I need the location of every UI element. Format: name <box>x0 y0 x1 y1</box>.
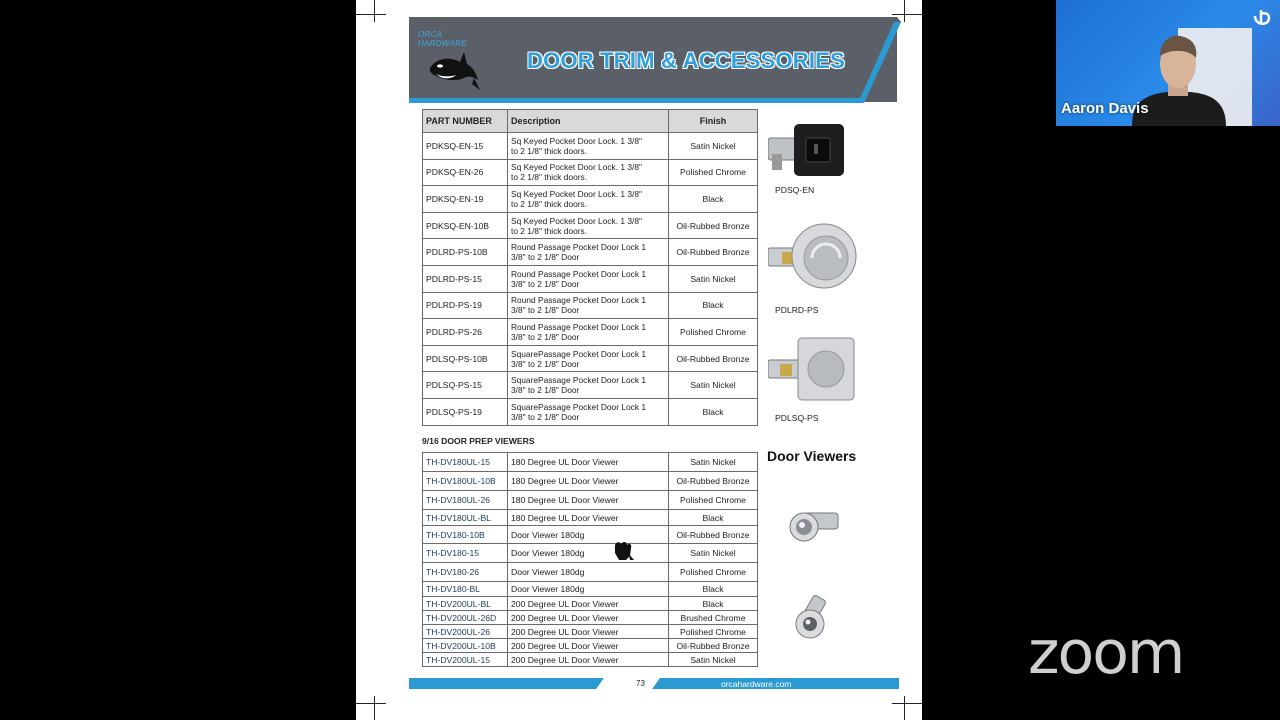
product-caption-pdlrd-ps: PDLRD-PS <box>775 305 819 315</box>
header-accent-stripe <box>409 98 864 103</box>
crop-mark <box>892 14 922 15</box>
table-row <box>423 472 758 491</box>
description: 180 Degree UL Door Viewer <box>508 453 669 472</box>
header-corner-accent <box>856 17 901 103</box>
finish: Black <box>669 292 758 319</box>
viewers-section-heading: 9/16 DOOR PREP VIEWERS <box>422 436 535 446</box>
participant-video-tile[interactable] <box>1056 0 1280 126</box>
finish: Black <box>669 597 758 611</box>
description: SquarePassage Pocket Door Lock 1 3/8" to 2 1/8" Door <box>508 372 669 399</box>
part-number: TH-DV200UL-10B <box>423 639 508 653</box>
table-row <box>423 611 758 625</box>
page-number: 73 <box>636 679 645 688</box>
part-number: PDLRD-PS-10B <box>423 239 508 266</box>
description: Door Viewer 180dg <box>508 563 669 582</box>
finish: Satin Nickel <box>669 544 758 563</box>
finish: Satin Nickel <box>669 133 758 160</box>
finish: Oil-Rubbed Bronze <box>669 639 758 653</box>
finish: Satin Nickel <box>669 653 758 667</box>
finish: Black <box>669 398 758 425</box>
door-viewers-title: Door Viewers <box>767 448 857 464</box>
table-row <box>423 292 758 319</box>
table-row <box>423 491 758 510</box>
description: 200 Degree UL Door Viewer <box>508 611 669 625</box>
door-viewer-image <box>786 505 840 545</box>
round-passage-lock-image <box>768 222 860 296</box>
zoom-wordmark-logo: zoom <box>1028 618 1184 688</box>
part-number: TH-DV180UL-15 <box>423 453 508 472</box>
description: 180 Degree UL Door Viewer <box>508 491 669 510</box>
part-number: TH-DV200UL-15 <box>423 653 508 667</box>
table-row <box>423 453 758 472</box>
table-row <box>423 212 758 239</box>
table-row <box>423 544 758 563</box>
square-keyed-lock-image <box>768 124 846 180</box>
table-row <box>423 582 758 597</box>
part-number: PDLRD-PS-15 <box>423 265 508 292</box>
description: 180 Degree UL Door Viewer <box>508 510 669 526</box>
part-number: TH-DV180UL-10B <box>423 472 508 491</box>
table-row <box>423 563 758 582</box>
table-row <box>423 625 758 639</box>
part-number: PDKSQ-EN-15 <box>423 133 508 160</box>
orca-hardware-logo <box>418 30 488 94</box>
description: 180 Degree UL Door Viewer <box>508 472 669 491</box>
description: Sq Keyed Pocket Door Lock. 1 3/8" to 2 1/8" thick doors. <box>508 212 669 239</box>
description: Round Passage Pocket Door Lock 1 3/8" to 2 1/8" Door <box>508 265 669 292</box>
crop-mark <box>356 703 386 704</box>
footer-notch <box>596 678 660 689</box>
finish: Brushed Chrome <box>669 611 758 625</box>
table-row <box>423 239 758 266</box>
page-title: DOOR TRIM & ACCESSORIES <box>527 48 845 73</box>
part-number: TH-DV180UL-26 <box>423 491 508 510</box>
description: 200 Degree UL Door Viewer <box>508 639 669 653</box>
description: Round Passage Pocket Door Lock 1 3/8" to 2 1/8" Door <box>508 319 669 346</box>
annotation-pointer-icon <box>612 540 636 564</box>
description: Door Viewer 180dg <box>508 526 669 544</box>
part-number: PDLRD-PS-19 <box>423 292 508 319</box>
finish: Black <box>669 582 758 597</box>
finish: Polished Chrome <box>669 159 758 186</box>
part-number: TH-DV180-10B <box>423 526 508 544</box>
description: SquarePassage Pocket Door Lock 1 3/8" to 2 1/8" Door <box>508 398 669 425</box>
video-options-icon[interactable] <box>1251 8 1273 30</box>
description: Door Viewer 180dg <box>508 582 669 597</box>
footer-url: orcahardware.com <box>721 679 792 689</box>
door-viewers-table <box>422 452 758 667</box>
finish: Satin Nickel <box>669 265 758 292</box>
finish: Oil-Rubbed Bronze <box>669 239 758 266</box>
part-number: TH-DV180UL-BL <box>423 510 508 526</box>
finish: Oil-Rubbed Bronze <box>669 212 758 239</box>
table-row <box>423 159 758 186</box>
part-number: PDKSQ-EN-10B <box>423 212 508 239</box>
description: Sq Keyed Pocket Door Lock. 1 3/8" to 2 1/8" thick doors. <box>508 133 669 160</box>
description: Door Viewer 180dg <box>508 544 669 563</box>
product-caption-pdlsq-ps: PDLSQ-PS <box>775 413 819 423</box>
part-number: PDLSQ-PS-10B <box>423 345 508 372</box>
participant-name-label: Aaron Davis <box>1061 100 1149 117</box>
table-row <box>423 186 758 213</box>
part-number: PDLSQ-PS-19 <box>423 398 508 425</box>
crop-mark <box>904 696 905 720</box>
crop-mark <box>374 0 375 22</box>
part-number: TH-DV200UL-BL <box>423 597 508 611</box>
part-number: TH-DV200UL-26 <box>423 625 508 639</box>
part-number: PDLRD-PS-26 <box>423 319 508 346</box>
finish: Black <box>669 186 758 213</box>
description: SquarePassage Pocket Door Lock 1 3/8" to 2 1/8" Door <box>508 345 669 372</box>
crop-mark <box>904 0 905 22</box>
square-passage-lock-image <box>768 336 858 402</box>
finish: Satin Nickel <box>669 453 758 472</box>
part-number: TH-DV180-15 <box>423 544 508 563</box>
column-header-description: Description <box>508 110 669 133</box>
table-row <box>423 265 758 292</box>
finish: Black <box>669 510 758 526</box>
column-header-part-number: PART NUMBER <box>423 110 508 133</box>
table-row <box>423 510 758 526</box>
shared-document-page <box>356 0 922 720</box>
table-row <box>423 372 758 399</box>
finish: Polished Chrome <box>669 563 758 582</box>
finish: Polished Chrome <box>669 491 758 510</box>
finish: Oil-Rubbed Bronze <box>669 345 758 372</box>
crop-mark <box>892 703 922 704</box>
table-row <box>423 398 758 425</box>
table-row <box>423 345 758 372</box>
table-row <box>423 133 758 160</box>
logo-text: ORCA HARDWARE <box>418 30 467 48</box>
orca-whale-icon <box>426 50 481 92</box>
table-row <box>423 653 758 667</box>
finish: Oil-Rubbed Bronze <box>669 526 758 544</box>
table-row <box>423 526 758 544</box>
description: 200 Degree UL Door Viewer <box>508 625 669 639</box>
description: 200 Degree UL Door Viewer <box>508 597 669 611</box>
table-header-row <box>423 110 758 133</box>
description: Sq Keyed Pocket Door Lock. 1 3/8" to 2 1/8" thick doors. <box>508 159 669 186</box>
column-header-finish: Finish <box>669 110 758 133</box>
door-viewer-image <box>792 594 840 642</box>
crop-mark <box>356 14 386 15</box>
product-caption-pdsq-en: PDSQ-EN <box>775 185 815 195</box>
finish: Oil-Rubbed Bronze <box>669 472 758 491</box>
part-number: TH-DV180-26 <box>423 563 508 582</box>
part-number: PDKSQ-EN-19 <box>423 186 508 213</box>
table-row <box>423 597 758 611</box>
finish: Polished Chrome <box>669 625 758 639</box>
crop-mark <box>374 696 375 720</box>
table-row <box>423 639 758 653</box>
description: 200 Degree UL Door Viewer <box>508 653 669 667</box>
part-number: PDLSQ-PS-15 <box>423 372 508 399</box>
description: Sq Keyed Pocket Door Lock. 1 3/8" to 2 1/8" thick doors. <box>508 186 669 213</box>
part-number: TH-DV180-BL <box>423 582 508 597</box>
table-row <box>423 319 758 346</box>
finish: Satin Nickel <box>669 372 758 399</box>
part-number: TH-DV200UL-26D <box>423 611 508 625</box>
description: Round Passage Pocket Door Lock 1 3/8" to 2 1/8" Door <box>508 292 669 319</box>
pocket-door-lock-table <box>422 109 758 426</box>
description: Round Passage Pocket Door Lock 1 3/8" to 2 1/8" Door <box>508 239 669 266</box>
finish: Polished Chrome <box>669 319 758 346</box>
part-number: PDKSQ-EN-26 <box>423 159 508 186</box>
